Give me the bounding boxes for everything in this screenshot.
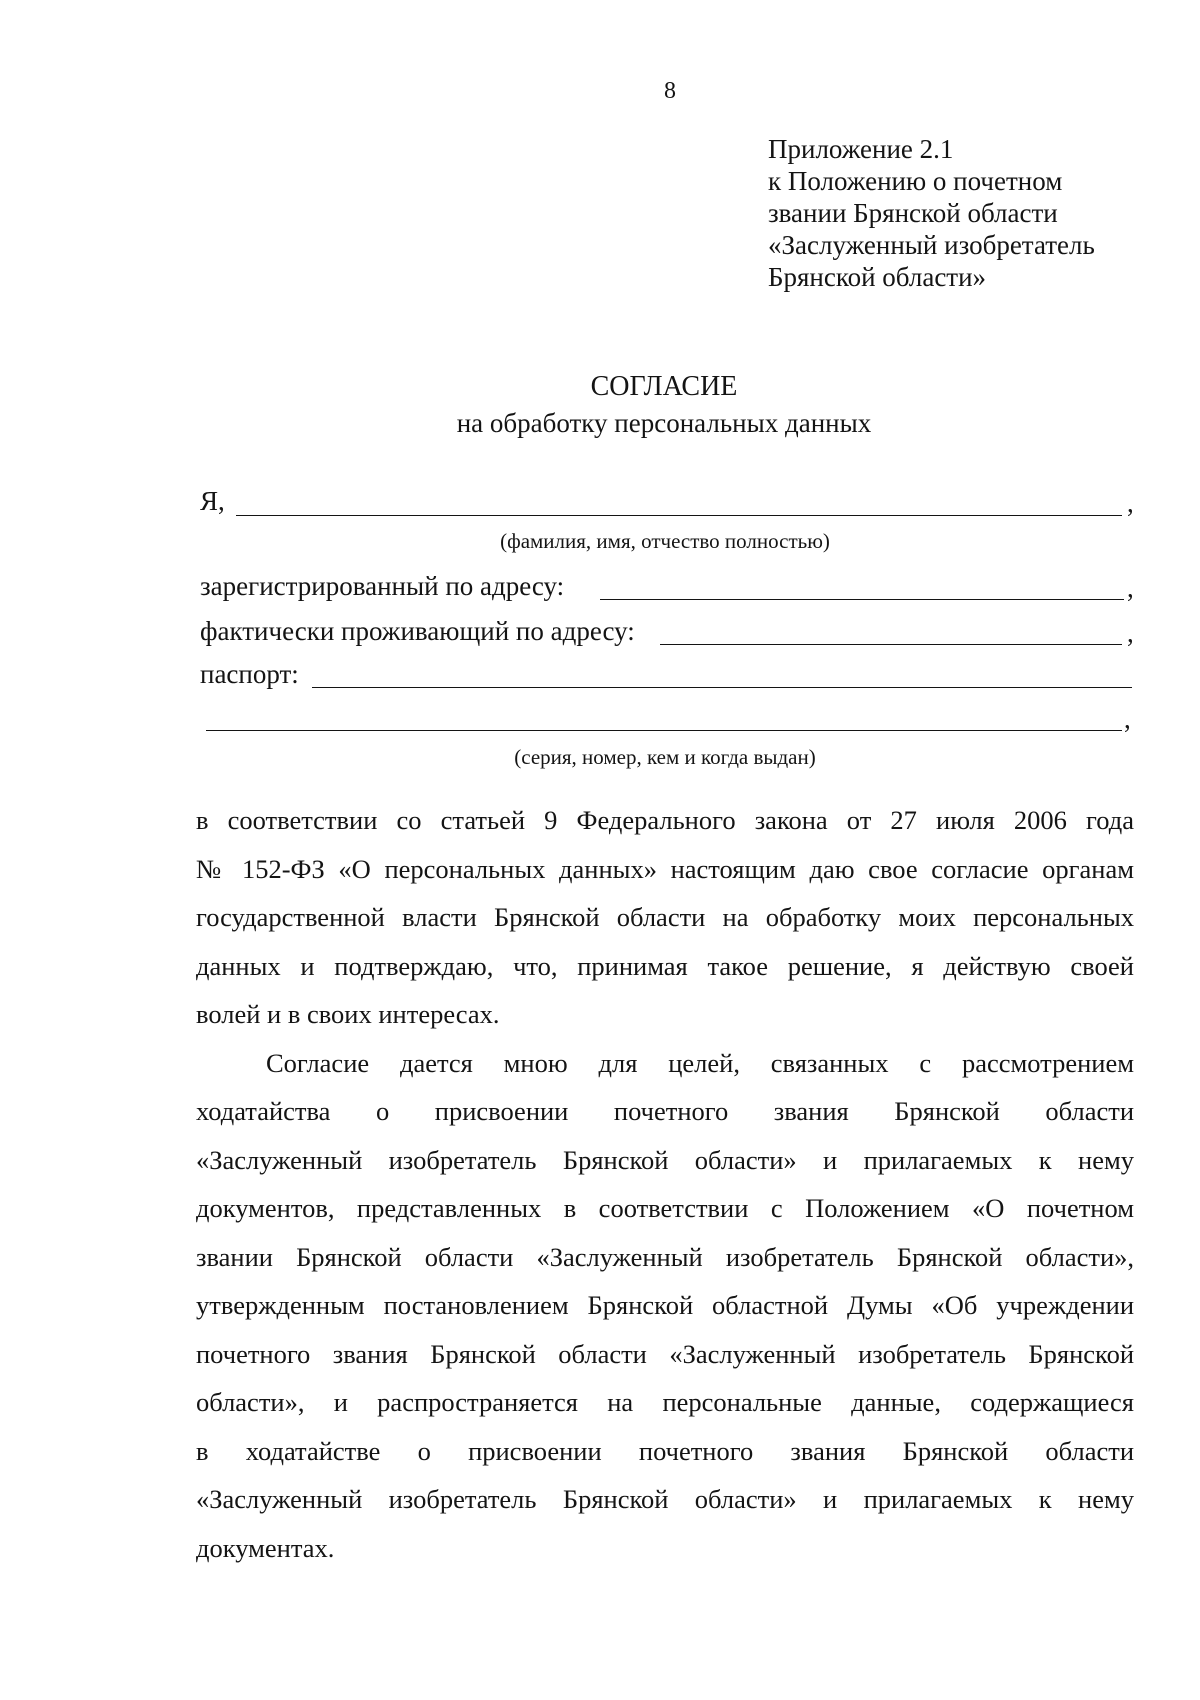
name-caption: (фамилия, имя, отчество полностью) (500, 529, 830, 553)
appendix-line: Приложение 2.1 (768, 134, 954, 164)
paragraph-line: волей и в своих интересах. (196, 999, 500, 1029)
name-blank-field[interactable] (236, 515, 1122, 516)
actual-address-blank-field[interactable] (660, 644, 1122, 645)
paragraph-line: Согласие дается мною для целей, связанных с рассмотрением (266, 1047, 1134, 1078)
appendix-line: «Заслуженный изобретатель (768, 230, 1095, 260)
paragraph-line: в ходатайстве о присвоении почетного звания Брянской области (196, 1435, 1134, 1466)
paragraph-line: государственной власти Брянской области на обработку моих персональных (196, 902, 1134, 932)
paragraph-2 (196, 1039, 1134, 1573)
name-prefix: Я, (200, 486, 225, 516)
passport-blank-field[interactable] (312, 687, 1132, 688)
name-comma: , (1127, 488, 1134, 518)
paragraph-line: документов, представленных в соответствии с Положением «О почетном (196, 1193, 1134, 1223)
actual-address-comma: , (1127, 618, 1134, 648)
registered-address-blank-field[interactable] (600, 599, 1124, 600)
paragraph-line: ходатайства о присвоении почетного звания Брянской области (196, 1096, 1134, 1126)
paragraph-line: утвержденным постановлением Брянской областной Думы «Об учреждении (196, 1290, 1134, 1320)
document-subtitle: на обработку персональных данных (456, 408, 872, 438)
paragraph-1 (196, 796, 1134, 1039)
paragraph-line: данных и подтверждаю, что, принимая такое решение, я действую своей (196, 950, 1134, 981)
passport-caption: (серия, номер, кем и когда выдан) (514, 745, 816, 769)
paragraph-line: «Заслуженный изобретатель Брянской области» и прилагаемых к нему (196, 1144, 1134, 1175)
appendix-header (768, 133, 1095, 293)
registered-address-label: зарегистрированный по адресу: (200, 571, 565, 601)
paragraph-line: звании Брянской области «Заслуженный изобретатель Брянской области», (196, 1241, 1134, 1272)
paragraph-line: документах. (196, 1532, 335, 1563)
document-title: СОГЛАСИЕ (590, 371, 738, 402)
appendix-line: звании Брянской области (768, 198, 1058, 228)
paragraph-line: в соответствии со статьей 9 Федерального закона от 27 июля 2006 года (196, 805, 1134, 835)
actual-address-label: фактически проживающий по адресу: (200, 616, 635, 646)
paragraph-line: № 152-ФЗ «О персональных данных» настоящим даю свое согласие органам (196, 853, 1134, 884)
paragraph-line: почетного звания Брянской области «Заслуженный изобретатель Брянской (196, 1338, 1134, 1369)
appendix-line: к Положению о почетном (768, 166, 1063, 196)
appendix-line: Брянской области» (768, 262, 987, 292)
passport-comma: , (1124, 704, 1131, 734)
registered-address-comma: , (1127, 573, 1134, 603)
page-number: 8 (664, 78, 676, 104)
passport-label: паспорт: (200, 659, 299, 689)
paragraph-line: «Заслуженный изобретатель Брянской области» и прилагаемых к нему (196, 1484, 1134, 1514)
passport-continuation-blank-field[interactable] (206, 730, 1122, 731)
consent-body (196, 796, 1134, 1572)
paragraph-line: области», и распространяется на персональные данные, содержащиеся (196, 1387, 1134, 1417)
